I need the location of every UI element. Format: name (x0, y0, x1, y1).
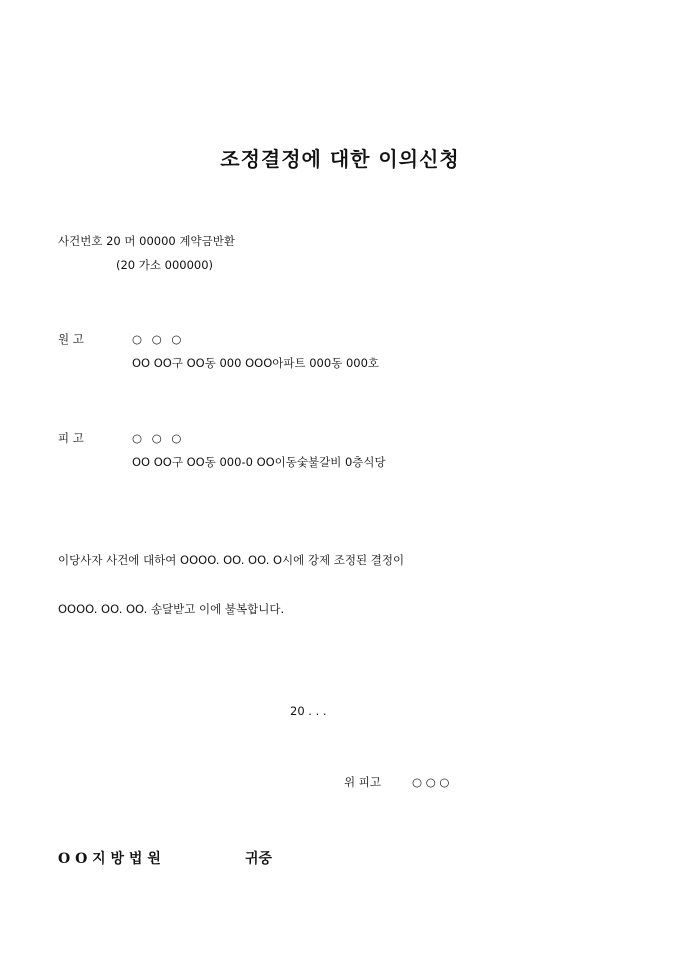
plaintiff-address: OO OO구 OO동 000 OOO아파트 000동 000호 (132, 356, 380, 370)
signature-label: 위 피고 (344, 775, 381, 789)
defendant-label: 피 고 (58, 431, 84, 445)
defendant-address: OO OO구 OO동 000-0 OO이동숯불갈비 0층식당 (132, 455, 386, 469)
document-title: 조정결정에 대한 이의신청 (220, 147, 460, 171)
signature-name: ○ ○ ○ (412, 775, 450, 789)
plaintiff-name: ○ ○ ○ (132, 332, 185, 346)
body-text-line-1: 이당사자 사건에 대하여 OOOO. OO. OO. O시에 강제 조정된 결정이 (58, 553, 405, 567)
defendant-name: ○ ○ ○ (132, 431, 185, 445)
filing-date: 20 . . . (290, 704, 327, 718)
case-number: 사건번호 20 머 00000 계약금반환 (58, 234, 235, 248)
case-sub-number: (20 가소 000000) (116, 258, 214, 272)
plaintiff-label: 원 고 (58, 332, 84, 346)
court-name: O O 지 방 법 원 (58, 851, 161, 867)
body-text-line-2: OOOO. OO. OO. 송달받고 이에 불복합니다. (58, 602, 285, 616)
court-honorific: 귀중 (245, 851, 273, 867)
